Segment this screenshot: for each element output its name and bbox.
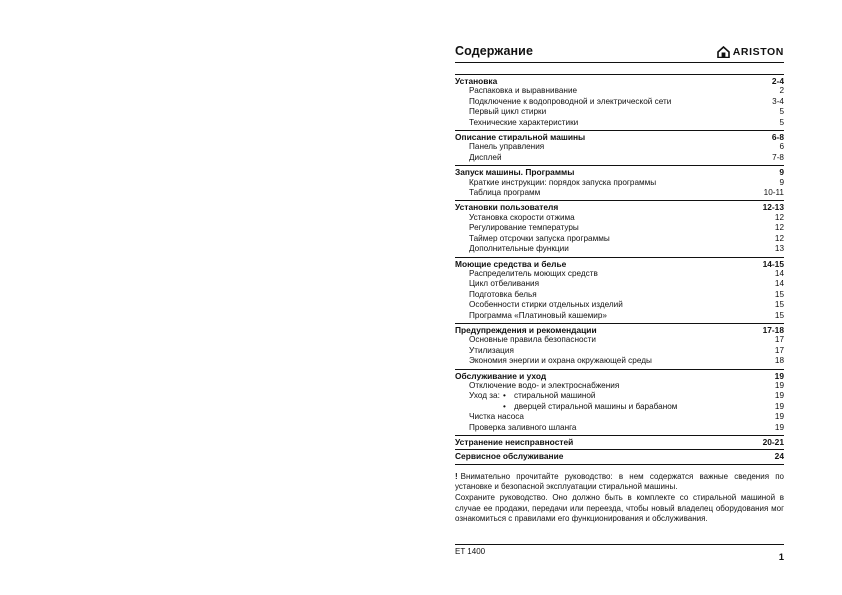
care-prefix: Уход за: <box>469 391 500 401</box>
toc-entry-label: Чистка насоса <box>469 412 524 422</box>
toc-entry-label: Проверка заливного шланга <box>469 422 577 432</box>
toc-entry-label: Подготовка белья <box>469 289 537 299</box>
toc-section-heading[interactable] <box>455 167 784 177</box>
toc-entry-label: Утилизация <box>469 345 514 355</box>
toc-entry-label: Основные правила безопасности <box>469 335 596 345</box>
note-text: Внимательно прочитайте руководство: в нем содержатся важные сведения по установке и безопасной эксплуатации стиральной машины. <box>455 471 784 492</box>
toc-section <box>455 369 784 435</box>
toc-entry-pages: 13 <box>774 244 784 254</box>
toc-entry-pages: 17 <box>774 335 784 345</box>
toc-entry[interactable] <box>455 335 784 345</box>
toc-section-heading[interactable] <box>455 259 784 269</box>
toc-section-pages: 19 <box>774 370 784 381</box>
toc-entry-pages: 3-4 <box>772 96 784 106</box>
toc-entry[interactable] <box>455 234 784 244</box>
toc-entry[interactable] <box>455 279 784 289</box>
toc-section-title: Устранение неисправностей <box>455 437 574 447</box>
table-of-contents <box>455 74 784 465</box>
toc-section-pages: 24 <box>774 451 784 462</box>
toc-entry[interactable] <box>455 142 784 152</box>
toc-entry-label: Распределитель моющих средств <box>469 268 598 278</box>
toc-entry-pages: 7-8 <box>772 152 784 162</box>
toc-entry-label: Цикл отбеливания <box>469 279 540 289</box>
toc-section-heading[interactable] <box>455 451 784 461</box>
toc-section <box>455 200 784 256</box>
toc-section <box>455 130 784 165</box>
toc-entry-label: Таблица программ <box>469 188 541 198</box>
warning-mark: ! <box>455 471 458 481</box>
toc-entry[interactable] <box>455 97 784 107</box>
toc-entry-label: Технические характеристики <box>469 117 579 127</box>
toc-entry-pages: 18 <box>774 356 784 366</box>
toc-entry-pages: 12 <box>774 233 784 243</box>
toc-entry-pages: 19 <box>774 380 784 390</box>
toc-entry[interactable] <box>455 346 784 356</box>
toc-entry[interactable] <box>455 213 784 223</box>
toc-entry-pages: 19 <box>774 422 784 432</box>
toc-entry[interactable] <box>455 269 784 279</box>
toc-entry-label: Первый цикл стирки <box>469 107 547 117</box>
care-item-label: стиральной машиной <box>514 391 596 401</box>
toc-entry-label: Краткие инструкции: порядок запуска программы <box>469 177 657 187</box>
toc-entry-label <box>455 402 677 412</box>
bullet-icon: • <box>503 391 506 401</box>
toc-entry[interactable] <box>455 311 784 321</box>
toc-entry[interactable] <box>455 423 784 433</box>
toc-entry-care[interactable] <box>455 391 784 401</box>
model-number: ET 1400 <box>455 547 486 556</box>
toc-entry[interactable] <box>455 153 784 163</box>
toc-entry-pages: 14 <box>774 268 784 278</box>
toc-section-heading[interactable] <box>455 325 784 335</box>
toc-section-pages: 20-21 <box>762 437 784 447</box>
toc-entry-pages: 19 <box>774 401 784 411</box>
toc-entry-label: Отключение водо- и электроснабжения <box>469 380 620 390</box>
toc-entry-pages: 10-11 <box>763 188 784 198</box>
toc-entry[interactable] <box>455 412 784 422</box>
toc-section-title: Обслуживание и уход <box>455 370 547 381</box>
care-item-label: дверцей стиральной машины и барабаном <box>514 401 678 411</box>
toc-section-title: Предупреждения и рекомендации <box>455 324 597 335</box>
note-paragraph <box>455 472 784 493</box>
toc-entry-pages: 15 <box>774 289 784 299</box>
toc-entry-pages: 5 <box>779 117 784 127</box>
toc-section-title: Установки пользователя <box>455 202 559 213</box>
toc-entry[interactable] <box>455 290 784 300</box>
toc-entry[interactable] <box>455 178 784 188</box>
toc-entry-label: Подключение к водопроводной и электрической сети <box>469 96 672 106</box>
toc-entry-label: Таймер отсрочки запуска программы <box>469 233 610 243</box>
toc-section-pages: 17-18 <box>762 324 784 335</box>
toc-entry-label <box>455 391 595 401</box>
toc-entry[interactable] <box>455 300 784 310</box>
toc-entry-care[interactable] <box>455 402 784 412</box>
toc-entry-pages: 14 <box>774 279 784 289</box>
toc-entry-pages: 2 <box>779 86 784 96</box>
toc-section-heading[interactable] <box>455 437 784 447</box>
toc-entry-pages: 17 <box>774 345 784 355</box>
toc-section <box>455 435 784 449</box>
safety-note <box>455 472 784 525</box>
house-logo-icon <box>717 46 730 58</box>
toc-entry-pages: 19 <box>774 412 784 422</box>
page-header <box>455 40 784 63</box>
toc-section-heading[interactable] <box>455 202 784 212</box>
toc-entry-pages: 15 <box>774 310 784 320</box>
brand-logo <box>717 46 784 58</box>
bullet-icon: • <box>503 401 506 411</box>
toc-entry-label: Панель управления <box>469 142 545 152</box>
toc-section-title: Моющие средства и белье <box>455 258 567 269</box>
toc-section-pages: 12-13 <box>762 202 784 213</box>
toc-entry-pages: 6 <box>779 142 784 152</box>
toc-entry[interactable] <box>455 244 784 254</box>
toc-section-heading[interactable] <box>455 132 784 142</box>
toc-section-title: Сервисное обслуживание <box>455 451 564 462</box>
toc-entry[interactable] <box>455 223 784 233</box>
toc-entry-label: Экономия энергии и охрана окружающей среды <box>469 356 652 366</box>
toc-section <box>455 257 784 323</box>
toc-entry-label: Дисплей <box>469 152 502 162</box>
toc-entry[interactable] <box>455 356 784 366</box>
toc-section <box>455 74 784 130</box>
toc-entry[interactable] <box>455 188 784 198</box>
page-footer <box>455 544 784 565</box>
toc-entry-label: Особенности стирки отдельных изделий <box>469 300 623 310</box>
brand-name: ARISTON <box>732 46 784 58</box>
toc-entry-pages: 15 <box>774 300 784 310</box>
toc-entry-label: Регулирование температуры <box>469 223 579 233</box>
toc-section-heading[interactable] <box>455 371 784 381</box>
toc-entry-label: Дополнительные функции <box>469 244 569 254</box>
toc-section-heading[interactable] <box>455 76 784 86</box>
toc-section <box>455 165 784 200</box>
toc-entry[interactable] <box>455 86 784 96</box>
toc-entry-label: Распаковка и выравнивание <box>469 86 578 96</box>
toc-section-title: Описание стиральной машины <box>455 132 586 143</box>
toc-section-pages: 6-8 <box>771 132 784 143</box>
toc-entry-label: Установка скорости отжима <box>469 212 575 222</box>
page-title: Содержание <box>455 44 534 58</box>
toc-entry-pages: 9 <box>779 177 784 187</box>
toc-entry-pages: 19 <box>774 391 784 401</box>
contents-page <box>455 40 784 525</box>
toc-section-title: Установка <box>455 76 498 86</box>
toc-entry[interactable] <box>455 118 784 128</box>
toc-section-pages: 9 <box>779 167 784 178</box>
toc-section-pages: 14-15 <box>762 258 784 269</box>
toc-section-title: Запуск машины. Программы <box>455 167 575 178</box>
note-paragraph: Сохраните руководство. Оно должно быть в комплекте со стиральной машиной в случае ее продажи, передачи или переезда, чтобы новый владелец оборудования мог ознакомиться с правилами его функционирования и обслуживания. <box>455 493 784 524</box>
toc-entry[interactable] <box>455 381 784 391</box>
page-number: 1 <box>778 552 784 563</box>
toc-entry-pages: 12 <box>774 223 784 233</box>
toc-entry[interactable] <box>455 107 784 117</box>
toc-section <box>455 323 784 369</box>
toc-section-pages: 2-4 <box>771 76 784 86</box>
toc-entry-label: Программа «Платиновый кашемир» <box>469 310 607 320</box>
toc-entry-pages: 5 <box>779 107 784 117</box>
toc-entry-pages: 12 <box>774 212 784 222</box>
toc-section <box>455 449 784 464</box>
